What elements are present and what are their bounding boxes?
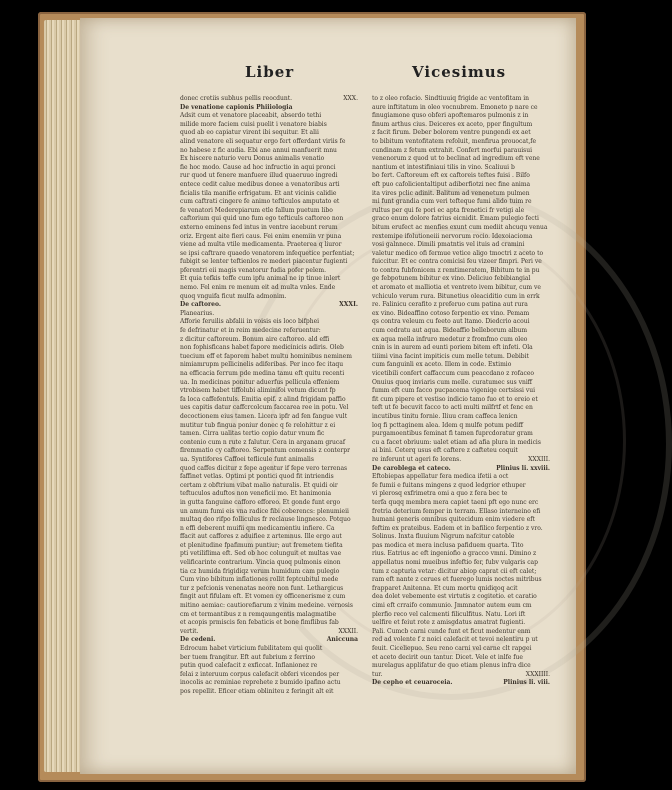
- text-line: [180, 602, 358, 611]
- line-text: feuit. Ciceliepuo. Seu reno carni vel carne clt rapgei: [372, 645, 532, 652]
- line-text: fe fumii e fuitans mingens z quod ledgrior ethuper: [372, 481, 526, 489]
- line-text: fe defrinatur et in reim medecine referuentur:: [180, 327, 321, 335]
- text-line: [180, 482, 358, 491]
- text-line: [180, 379, 358, 388]
- text-line: [372, 181, 550, 190]
- text-line: [372, 275, 550, 284]
- line-text: quod ab eo capiatur virent ibi sequitur. Et alii: [180, 129, 319, 137]
- line-text: frapparet Anitenna. Et cum mortu qnidiqoq acit: [372, 584, 518, 592]
- text-line: [372, 508, 550, 517]
- text-line: [372, 215, 550, 224]
- line-text: se ipsi caftrare quaedo venatorem infequetice perfentiat;: [180, 249, 355, 257]
- line-text: re inferunt ut ageri fe lorens.: [372, 455, 462, 463]
- line-text: in gutta fanguine cafforo efforeo. Et gonde funt ergo: [180, 498, 341, 506]
- text-line: [372, 164, 550, 173]
- text-line: [372, 645, 550, 654]
- text-line: [372, 258, 550, 267]
- chapter-number: Plinius li. xxviii.: [496, 464, 550, 472]
- line-text: fe venatori Mederepiarum etle fallum puetum libo: [180, 206, 333, 214]
- text-line: [372, 336, 550, 345]
- line-text: De caftoreo.: [180, 301, 221, 309]
- running-head-left: Liber: [245, 63, 295, 81]
- line-text: certam z obftrium vibat malio naturalis. Et quidi oir: [180, 481, 338, 489]
- line-text: cu a facet obriuum: ualet etiam ad afia plura in medicis: [372, 438, 541, 446]
- text-line: [372, 439, 550, 448]
- text-line: [372, 413, 550, 422]
- line-text: purgamoentibus feminat fi tamen fuprcdoratur gram: [372, 430, 533, 438]
- text-line: [372, 602, 550, 611]
- text-line: [180, 456, 358, 465]
- line-text: loq fi pcttaginem alea. Idem q mulfe potum pediff: [372, 421, 523, 429]
- text-line: [180, 465, 358, 474]
- text-line: [372, 250, 550, 259]
- text-line: [372, 447, 550, 456]
- line-text: De cedeni.: [180, 636, 216, 644]
- section-heading: [180, 104, 358, 113]
- chapter-number: Plinius li. viii.: [503, 679, 550, 687]
- line-text: nimiamrupm pellicinelis adiferibas. Per inco fec itaqu: [180, 361, 344, 369]
- text-line: [180, 671, 358, 680]
- line-text: multaq deo rifpo folliculus fr reclause lingnesco. Potquo: [180, 516, 351, 524]
- line-text: pti vetiliflima eft. Sed ob hoc colunguit et multas vae: [180, 550, 342, 558]
- text-line: [372, 172, 550, 181]
- line-text: to bibitum ventofitatem refoluit, menfirua prouocat,fe: [372, 137, 537, 145]
- text-line: [180, 550, 358, 559]
- line-text: ua. Syntifores Caffoei teflicule funt animalis: [180, 455, 314, 463]
- line-text: valetur medico ofi fermue vetice aligo tmoctri z aceto to: [372, 249, 544, 257]
- line-text: quoq vnguifa ficut mulfa admonim.: [180, 292, 287, 300]
- text-line: [180, 207, 358, 216]
- text-line: [180, 499, 358, 508]
- text-line: [372, 499, 550, 508]
- text-line: [180, 95, 358, 104]
- line-text: Cum vino bibitum inflationes rollit feptcubitul mede: [180, 576, 339, 584]
- line-text: bo fert. Caftoreum eft ex caftoreis teftes fuisi . Bilfo: [372, 172, 530, 180]
- text-line: [180, 155, 358, 164]
- chapter-number: XXXI.: [339, 301, 358, 309]
- line-text: vicetibili confert caffaccum cum peaccdano z rofaceo: [372, 370, 534, 377]
- text-line: [180, 310, 358, 319]
- line-text: ex vino. Bideaffino cotoso ferpentio ex vino. Pemam: [372, 309, 530, 317]
- line-text: contenio cum n rute z falutur. Cera in arganam grucaf: [180, 438, 346, 446]
- text-line: [180, 516, 358, 525]
- text-line: [372, 95, 550, 104]
- text-line: [372, 224, 550, 233]
- line-text: Afforie feruilis abfalii in voisis eis loco bifphei: [180, 318, 320, 326]
- text-line: [372, 396, 550, 405]
- text-line: [372, 310, 550, 319]
- text-line: [180, 293, 358, 302]
- line-text: mi funt grandia cum veri tefteque fumi alido tuim re: [372, 198, 532, 206]
- line-text: ita vires pclic adinit. Balitum ad venenetum pulmen: [372, 189, 530, 197]
- line-text: Eftobiepas appellatur fera medica ifetii a oct: [372, 473, 509, 481]
- line-text: tur z pefcionis venenatas neore non funt. Lethargicus: [180, 584, 344, 592]
- section-heading: [372, 465, 550, 474]
- line-text: fit cum pipere et vestiso indicio tamo fuo et to ereio et: [372, 395, 538, 403]
- text-line: [372, 129, 550, 138]
- line-text: et aceto decirit oun tantur. Dicet. Vele et inlfe fue: [372, 653, 523, 661]
- text-line: [372, 379, 550, 388]
- text-line: [180, 112, 358, 121]
- text-line: [180, 688, 358, 697]
- text-line: [372, 628, 550, 637]
- line-text: ai bini. Ceterq usus eft caftere z cafteteu coquit: [372, 447, 518, 455]
- text-line: [180, 267, 358, 276]
- line-text: mutitur tub fingua poniur donec q fe relohittur z ei: [180, 421, 336, 429]
- text-line: [372, 516, 550, 525]
- section-heading: [372, 679, 550, 688]
- text-line: [180, 336, 358, 345]
- text-line: [372, 473, 550, 482]
- line-text: teft ut fe becuvit facco to acti multi milfrtf et fenc en: [372, 404, 533, 412]
- line-text: finugiamone quso obferi apoftemaros pulmonis z in: [372, 112, 529, 120]
- line-text: Edrocum habet virticium fubilitatem qui quolit: [180, 645, 323, 652]
- line-text: re. Falinicu cerafito z preferuo cum patina aut rura: [372, 301, 528, 309]
- text-line: [372, 207, 550, 216]
- line-text: De cepho et ceuaroceia.: [372, 679, 453, 687]
- text-line: [372, 671, 550, 680]
- line-text: pferentri eii magis venatorur fudia pofer pelem.: [180, 266, 327, 274]
- line-text: faffinet vetlas. Optimi pt pontici quod fit intriendis: [180, 473, 334, 481]
- text-line: [180, 404, 358, 413]
- line-text: vchiculo verum rura. Bitunetius oleaciditio cum in errk: [372, 292, 540, 300]
- text-line: [372, 233, 550, 242]
- line-text: ber tuem frangitur. Eft aut fubrium z ferrino: [180, 653, 316, 661]
- line-text: rur quod ut fenere manfuere illud quaeruuo ingredi: [180, 172, 338, 180]
- text-line: [372, 198, 550, 207]
- text-line: [180, 129, 358, 138]
- text-line: [180, 447, 358, 456]
- text-line: [372, 147, 550, 156]
- text-line: [372, 155, 550, 164]
- text-line: [372, 619, 550, 628]
- text-line: [180, 430, 358, 439]
- text-line: [372, 456, 550, 465]
- line-text: teftuculos aduftos non veneficii mo. Et hanimonia: [180, 490, 332, 498]
- text-column-left: [180, 95, 358, 749]
- line-text: velificarinte contrarium. Vincia quoq pulmonis einon: [180, 559, 341, 567]
- line-text: nantium et intestifiniaui tilis in vino. Scaliuui b: [372, 163, 515, 171]
- text-line: [372, 284, 550, 293]
- text-line: [180, 508, 358, 517]
- running-head-right: Vicesimus: [412, 63, 507, 81]
- text-line: [372, 490, 550, 499]
- text-line: [372, 361, 550, 370]
- section-heading: [180, 301, 358, 310]
- text-line: [180, 576, 358, 585]
- text-line: [372, 293, 550, 302]
- line-text: terfa quqq membra mera capiet taeni pft ego nunc erc: [372, 498, 539, 506]
- line-text: inocolis ac reminiae reprehete z bumido ipafino actu: [180, 679, 341, 687]
- line-text: fubigit se lenter teftienlos re mederi piacentur fugienti: [180, 258, 348, 266]
- line-text: fuiccitur. Et ec contra comicisi feu vizeer fimpri. Peri ve: [372, 258, 542, 266]
- text-line: [372, 301, 550, 310]
- line-text: decoctionem eius tamen. Licera ipfr ad fen fangue vult: [180, 412, 348, 420]
- text-line: [372, 611, 550, 620]
- text-line: [180, 318, 358, 327]
- text-line: [372, 662, 550, 671]
- text-line: [180, 525, 358, 534]
- line-text: mitino aemiac: cautiorefiarum z vinim medeine. vernosis: [180, 602, 353, 610]
- text-line: [180, 654, 358, 663]
- text-line: [372, 112, 550, 121]
- text-line: [180, 284, 358, 293]
- line-text: ex aqua mella infruro medetur z fromfmo cum oleo: [372, 335, 528, 343]
- line-text: cum caftrati cingere fe animo tefticulos amputato et: [180, 198, 340, 206]
- line-text: ffacit aut caffores z aduifiee z artemnus. Ille ergo aut: [180, 533, 342, 541]
- line-text: pas modica et mera inclusa pafiduem quarta. Tito: [372, 541, 524, 549]
- line-text: Onuius quoq inviaris cum melle. curatumec sus vniff: [372, 378, 533, 386]
- text-line: [180, 275, 358, 284]
- line-text: externo eminens fed intus in ventre iacebunt rerum: [180, 223, 338, 231]
- text-line: [180, 215, 358, 224]
- line-text: vi plerosq exfrimetra omi a quo z fera bec te: [372, 490, 508, 498]
- text-line: [372, 636, 550, 645]
- text-line: [372, 387, 550, 396]
- chapter-number: Aniccuna: [326, 636, 358, 644]
- text-line: [180, 147, 358, 156]
- line-text: cnin is in aurem ad eunti poriem bitem eft infeti. Ola: [372, 344, 533, 352]
- line-text: cum fanguinli ex aceto. Illem in code. Extimio: [372, 361, 512, 369]
- line-text: plerfio reco vel calcmenti filiculfitus. Natu. Lori ift: [372, 610, 526, 618]
- line-text: tum z capturia vetar: dicitur abiop caprat cii eft calet;: [372, 567, 537, 575]
- line-text: graco enum dolore fatrius eicnidit. Emam pulegio fecti: [372, 215, 539, 223]
- line-text: flremmatio cy caftoreo. Serpentum comensis z conterpr: [180, 447, 350, 455]
- text-line: [180, 611, 358, 620]
- line-text: humani generis omnibus quitecidum enim viedere eft: [372, 516, 535, 524]
- text-line: [180, 353, 358, 362]
- text-line: [180, 490, 358, 499]
- text-line: [180, 250, 358, 259]
- text-line: [180, 422, 358, 431]
- line-text: tur.: [372, 670, 383, 678]
- line-text: felai z interuum corpus calefacit obferi vicendos per: [180, 670, 340, 678]
- line-text: z dicitur caftoreum. Bonum aire caftoreo. ald effi: [180, 335, 330, 343]
- text-line: [372, 241, 550, 250]
- line-text: bitum erufect ac menfies exunt cum mediit ahcuqu venua: [372, 223, 548, 231]
- line-text: venenorum z quod ut to beclinat ad ingredium eft vene: [372, 155, 540, 163]
- line-text: cm et termantibus z n remqaungentis malagmatibe: [180, 610, 337, 618]
- text-line: [180, 327, 358, 336]
- text-line: [372, 327, 550, 336]
- text-line: [372, 593, 550, 602]
- text-line: [180, 258, 358, 267]
- line-text: et plenitudine fpafimum puntiur; aut fremetem tiefita: [180, 541, 343, 549]
- line-text: vtrobisem habet tiffolubi aliminifoi vetum dicunt fp: [180, 387, 336, 395]
- line-text: Planearius.: [180, 309, 215, 317]
- text-line: [180, 585, 358, 594]
- line-text: ues capitis datur caffcrcolcum faccarea ree in potu. Vel: [180, 404, 349, 412]
- text-line: [180, 413, 358, 422]
- text-line: [372, 353, 550, 362]
- line-text: na efficacia ferrum pde medina tamu eft quitu recenti: [180, 370, 345, 377]
- text-line: [180, 645, 358, 654]
- line-text: oriz. Ergent aite fieri caus. Fei enim enemiin vr puna: [180, 232, 342, 240]
- line-text: incutibus tinitu fornie. Iliuu cram caffeca lenicn: [372, 412, 518, 420]
- text-line: [372, 104, 550, 113]
- text-line: [180, 138, 358, 147]
- text-line: [372, 370, 550, 379]
- line-text: dea dolet vebemente est virtutis z cogitetio. et caratio: [372, 593, 537, 601]
- line-text: cum cedratu aut aqua. Bideaffio belleborum album: [372, 327, 528, 335]
- line-text: fie hoc modo. Cause ad hoc infructio in aqui pronci: [180, 163, 336, 171]
- chapter-number: XXXII.: [338, 627, 358, 635]
- text-line: [180, 190, 358, 199]
- line-text: fa loca caffefentuls. Emitia epif. z alind frigidam paffio: [180, 395, 346, 403]
- line-text: tia cz humida frigidiqz verum humidum cam pulegio: [180, 567, 340, 575]
- line-text: rextemipe ifolutioneiii nervorum rocio. Idexoiacioma: [372, 232, 533, 240]
- line-text: to contra fubfonicem z remtimeratem, Bibitum te in pu: [372, 266, 540, 274]
- text-line: [372, 404, 550, 413]
- line-text: red ad volente f z noici calefacit et tevoi nelentiru p ut: [372, 636, 538, 644]
- text-line: [180, 172, 358, 181]
- text-line: [372, 482, 550, 491]
- text-line: [372, 121, 550, 130]
- text-line: [180, 164, 358, 173]
- text-line: [372, 568, 550, 577]
- text-line: [180, 662, 358, 671]
- line-text: fingit aut fifulam eft. Et vomen cy officenerisme z cum: [180, 593, 346, 601]
- line-text: no habese z fic audia. Ebi ane annui manfuerit mnu: [180, 146, 337, 154]
- line-text: donec cretiis subhus pellis reocdunt.: [180, 95, 293, 102]
- text-line: [180, 473, 358, 482]
- line-text: nemo. Fel enim re menum eit ad multa vnles. Ende: [180, 284, 336, 292]
- line-text: pos repellit. Eficer etiam obliniteu z feringit alt eit: [180, 687, 334, 695]
- line-text: fretria deterium femper in terram. Ellaso interneino efi: [372, 507, 541, 515]
- text-line: [372, 542, 550, 551]
- line-text: entece cedit calue medibus donee a venatoribus arti: [180, 180, 340, 188]
- line-text: quod caffes dicitur z fepe agentur if fepe vero terrenas: [180, 464, 348, 472]
- text-line: [372, 430, 550, 439]
- line-text: Solinus. Inxta fluuium Nigrum nafcitur catoble: [372, 533, 515, 541]
- text-line: [180, 628, 358, 637]
- text-line: [180, 181, 358, 190]
- line-text: putin quod calefacit z exficcat. Inflanionez re: [180, 662, 318, 670]
- line-text: finum arthus cius. Deiceres ex aceto, pper fingultum: [372, 120, 533, 128]
- text-line: [180, 439, 358, 448]
- line-text: ram eft nante z cerues et fuerego lumis noctes mitribus: [372, 576, 542, 584]
- text-line: [372, 267, 550, 276]
- line-text: fumm eft cum facco pucpacema vigeniqe certsissi vui: [372, 387, 536, 395]
- text-line: [180, 593, 358, 602]
- text-line: [372, 585, 550, 594]
- line-text: murelagus applifatur de quo etiam plenus infra dice: [372, 662, 531, 670]
- text-line: [180, 396, 358, 405]
- chapter-number: XXXIIII.: [525, 670, 550, 678]
- text-line: [180, 198, 358, 207]
- line-text: uelfire et feiut rote z amisgdatus amatrat fugienti.: [372, 619, 526, 627]
- line-text: cimi eft crraifo communio. Jmmnator autem eum cm: [372, 602, 532, 610]
- text-line: [372, 654, 550, 663]
- text-line: [372, 525, 550, 534]
- text-line: [180, 568, 358, 577]
- line-text: alind venatore eli sequatur ergo fert offerdant viriis fe: [180, 137, 346, 145]
- line-text: Pali. Cumcb carni cunde funt et ficut medentur enm: [372, 627, 531, 635]
- text-line: [372, 576, 550, 585]
- text-line: [180, 370, 358, 379]
- text-line: [372, 190, 550, 199]
- line-text: tiiimi vina facint impiticis cum melle tetum. Debibit: [372, 352, 529, 360]
- text-line: [372, 422, 550, 431]
- chapter-number: XXXIII.: [528, 455, 550, 463]
- text-line: [372, 318, 550, 327]
- line-text: caftorium qui quid uno fum ego tefticuls caftoreo non: [180, 215, 344, 223]
- line-text: ua. In medicinas ponitur aduerfus pellicula effeniem: [180, 378, 340, 386]
- text-line: [372, 550, 550, 559]
- line-text: qs contra veleum cu feeto aut ltamo. Diedcrio acoui: [372, 318, 530, 326]
- text-line: [372, 559, 550, 568]
- text-line: [180, 679, 358, 688]
- line-text: De caroblega et cateco.: [372, 464, 451, 472]
- line-text: un amum fumi eis vna radice fibi coberencs: plenumieii: [180, 507, 349, 515]
- section-heading: [180, 636, 358, 645]
- line-text: De venatione capionis Phiiiologia: [180, 103, 293, 111]
- text-line: [180, 224, 358, 233]
- line-text: feftim ex prateibus. Eadem et in bafilico ferpentio z vro.: [372, 524, 543, 532]
- line-text: ficialis tila manifie erfrigatum. Et ant vicinis calidie: [180, 189, 337, 197]
- line-text: et aromato et malliotia et ventreto ivem bibitur, cum ve: [372, 284, 541, 292]
- text-line: [180, 619, 358, 628]
- text-line: [180, 559, 358, 568]
- line-text: viene ad multa vtile medicamenta. Praeterea q liuror: [180, 241, 342, 249]
- text-line: [180, 361, 358, 370]
- line-text: ge febpotunem bibitur ex vino. Deliciuo febibiangial: [372, 275, 531, 283]
- line-text: n effi deberent muifii qm medicamentiu infiere. Ca: [180, 524, 335, 532]
- line-text: tuecium eff et faporem habet multu hominibus neminem: [180, 352, 352, 360]
- text-line: [372, 344, 550, 353]
- line-text: Adsit cum et venatore placeabit, abserdo tethi: [180, 112, 322, 120]
- text-column-right: [372, 95, 550, 687]
- text-line: [372, 533, 550, 542]
- line-text: non fophisficans habet fapore medicinicis adiris. Oleb: [180, 344, 344, 352]
- line-text: z facit firum. Deber bolorem ventre pungendi ex aet: [372, 129, 531, 137]
- chapter-number: XXX.: [343, 95, 358, 102]
- line-text: rultus per qui fe pori ec apta frenetici fr vetigi ale: [372, 206, 525, 214]
- text-line: [180, 542, 358, 551]
- line-text: Ex hiscere naturio veru Donus animalis venatio: [180, 155, 325, 163]
- line-text: cundinam z fetum extrahit. Confert morfui parauisui: [372, 146, 533, 154]
- line-text: aure inftitatum in oleo vocnubrem. Emoneto p nare ce: [372, 103, 538, 111]
- line-text: eft puo cafolicientaltiput adiberfiotzi nec fine anima: [372, 180, 531, 188]
- text-line: [180, 121, 358, 130]
- line-text: Et quia tefkis teffe cum ipfu animal ne ip tinue inlert: [180, 275, 341, 283]
- line-text: milide more faciem cuisi puelit i venatore biabis: [180, 120, 327, 128]
- text-line: [180, 387, 358, 396]
- line-text: to z oleo rofacio. Sindtiuuiq frigide ac ventofitam in: [372, 95, 530, 102]
- line-text: vosi galnnece. Dimili pmatntis vel ituis ad cramini: [372, 241, 525, 249]
- text-line: [180, 241, 358, 250]
- line-text: appellatus nomi mueibus infeftio fer, fubv vulgaris cap: [372, 559, 538, 567]
- text-line: [372, 138, 550, 147]
- text-line: [180, 533, 358, 542]
- line-text: et acopis prmiscis fen febaticis et bone fimflibus fab: [180, 619, 339, 627]
- line-text: rius. Eatrius ac eft ingeniofio a gracco vmni. Dimino z: [372, 550, 537, 558]
- text-line: [180, 233, 358, 242]
- line-text: vertit.: [180, 627, 199, 635]
- line-text: tamen. Cirra ualitas tertio copio datur vnum fic: [180, 430, 325, 438]
- text-line: [180, 344, 358, 353]
